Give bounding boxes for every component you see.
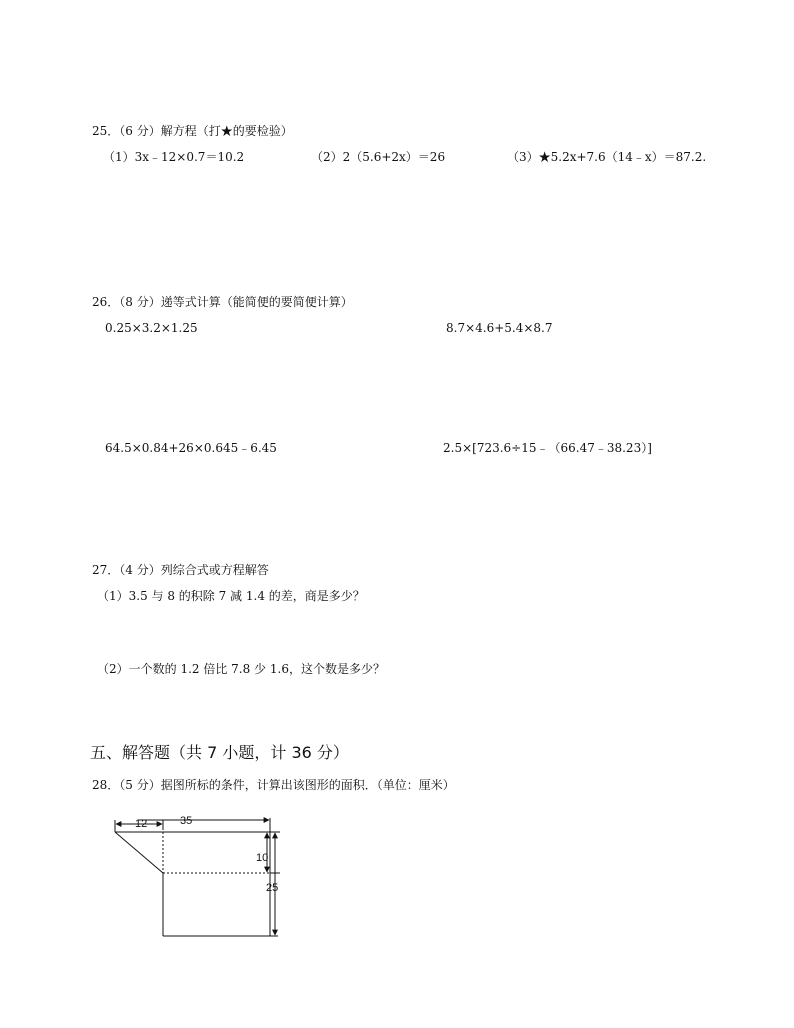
q26-title: 26．（8 分）递等式计算（能简便的要简便计算） [92,295,353,309]
q26-item-2: 8.7×4.6+5.4×8.7 [446,321,553,335]
dimension-lines [115,818,280,936]
q27-title: 27．（4 分）列综合式或方程解答 [92,563,269,577]
q25-item-2: （2）2（5.6+2x）＝26 [311,150,446,164]
section-5-heading: 五、解答题（共 7 小题，计 36 分） [90,743,349,762]
q27-item-2: （2）一个数的 1.2 倍比 7.8 少 1.6，这个数是多少？ [97,662,385,676]
q25-title: 25．（6 分）解方程（打★的要检验） [92,124,293,138]
q26-item-1: 0.25×3.2×1.25 [105,321,198,335]
q27-item-1: （1）3.5 与 8 的积除 7 减 1.4 的差，商是多少？ [97,589,365,603]
q28-figure [108,812,308,942]
label-25: 25 [266,882,279,894]
q25-item-1: （1）3x﹣12×0.7＝10.2 [103,150,245,164]
label-12: 12 [135,818,148,830]
q28-title: 28．（5 分）据图所标的条件，计算出该图形的面积．（单位：厘米） [92,778,455,792]
q25-item-3: （3）★5.2x+7.6（14﹣x）＝87.2. [507,150,707,164]
figure-outline [115,832,270,936]
label-10: 10 [256,852,269,864]
q26-item-4: 2.5×[723.6÷15﹣（66.47﹣38.23）] [443,441,652,455]
q26-item-3: 64.5×0.84+26×0.645﹣6.45 [105,441,277,455]
label-35: 35 [180,815,193,827]
